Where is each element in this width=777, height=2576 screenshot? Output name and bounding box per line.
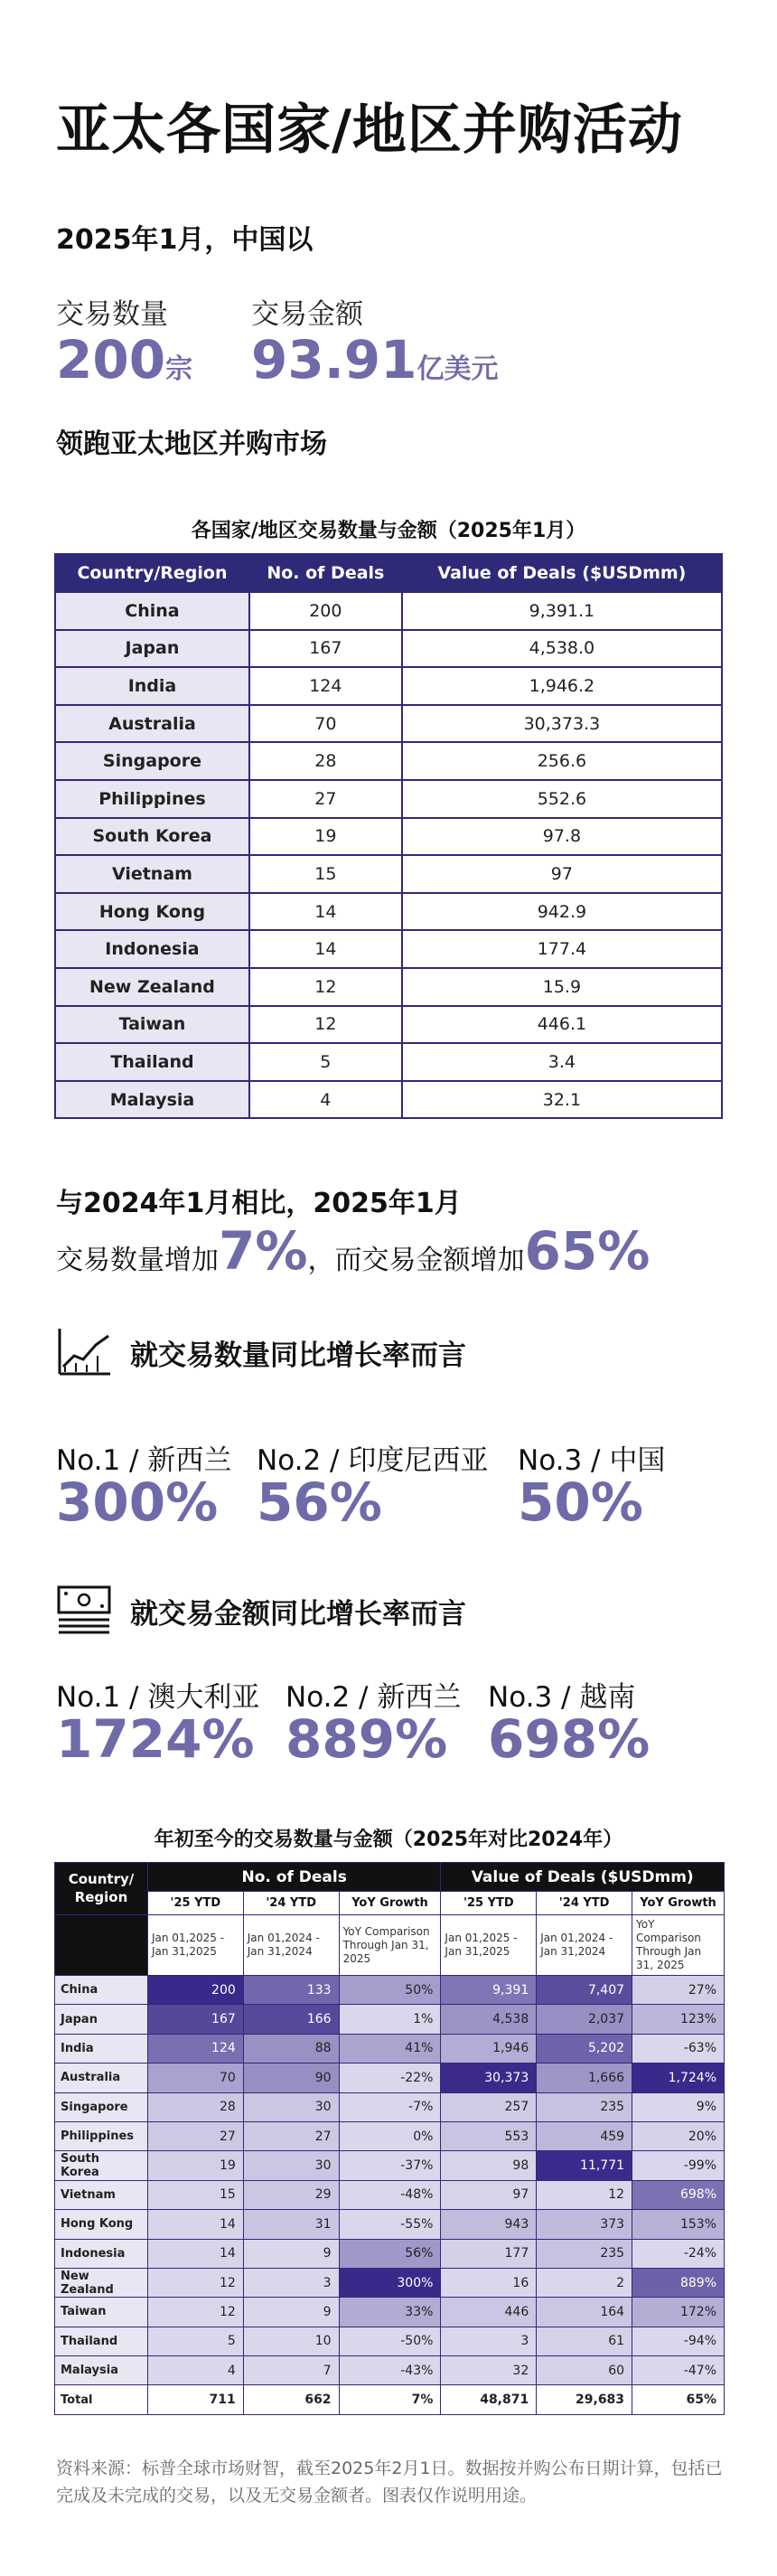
value-cell: 4: [147, 2356, 243, 2385]
value-cell: 30,373.3: [402, 705, 722, 743]
country-cell: Singapore: [55, 2092, 148, 2121]
value-cell: 15: [147, 2180, 243, 2209]
value-cell: 50%: [339, 1976, 441, 2005]
country-cell: India: [55, 667, 249, 705]
value-cell: 15.9: [402, 968, 722, 1006]
value-cell: 56%: [339, 2239, 441, 2268]
country-cell: Philippines: [55, 780, 249, 818]
kpi-value-label: 交易金额: [251, 298, 363, 331]
value-cell: 19: [147, 2151, 243, 2180]
kpi-deals-label: 交易数量: [56, 298, 168, 331]
comparison-value-pct: 65%: [524, 1220, 651, 1282]
value-cell: 14: [147, 2239, 243, 2268]
table-row: [55, 855, 722, 893]
value-cell: 3: [441, 2327, 537, 2355]
table1-header: Value of Deals ($USDmm): [402, 554, 722, 592]
value-cell: 446.1: [402, 1006, 722, 1044]
value-cell: 30: [243, 2092, 339, 2121]
table2-subheader: '25 YTD: [147, 1892, 243, 1915]
country-cell: Vietnam: [55, 855, 249, 893]
country-cell: South Korea: [55, 2151, 148, 2180]
table1-header: Country/Region: [55, 554, 249, 592]
table-row: [55, 893, 722, 931]
deals-rank-value: 300%: [56, 1471, 219, 1533]
table-row: [55, 2298, 725, 2327]
value-cell: -63%: [632, 2034, 725, 2063]
value-cell: 153%: [632, 2210, 725, 2239]
banknote-icon: [56, 1584, 112, 1638]
value-cell: 5: [147, 2327, 243, 2355]
value-cell: 300%: [339, 2268, 441, 2297]
value-cell: 88: [243, 2034, 339, 2063]
value-cell: 70: [147, 2064, 243, 2092]
value-cell: 133: [243, 1976, 339, 2005]
value-cell: 14: [249, 893, 402, 931]
kpi-deals-value: [56, 329, 192, 390]
value-cell: 166: [243, 2005, 339, 2034]
kpi-deals-unit: 宗: [165, 353, 193, 385]
country-cell: India: [55, 2034, 148, 2063]
value-cell: 61: [537, 2327, 632, 2355]
table-row: [55, 2034, 725, 2063]
country-cell: New Zealand: [55, 2268, 148, 2297]
total-cell: 48,871: [441, 2385, 537, 2414]
country-cell: Japan: [55, 2005, 148, 2034]
country-cell: Malaysia: [55, 2356, 148, 2385]
table-row: [55, 2151, 725, 2180]
table-row: [55, 818, 722, 856]
value-rank-label: No.3 / 越南: [488, 1681, 636, 1714]
value-cell: 698%: [632, 2180, 725, 2209]
value-cell: 3: [243, 2268, 339, 2297]
value-cell: -47%: [632, 2356, 725, 2385]
footnote: 资料来源：标普全球市场财智，截至2025年2月1日。数据按并购公布日期计算，包括已完成及未完成的交易，以及无交易金额者。图表仅作说明用途。: [56, 2458, 723, 2506]
value-cell: 552.6: [402, 780, 722, 818]
table-row: [55, 2356, 725, 2385]
value-cell: 446: [441, 2298, 537, 2327]
table2-corner-header: Country/ Region: [55, 1863, 148, 1915]
value-cell: 10: [243, 2327, 339, 2355]
table-row: [55, 2064, 725, 2092]
deals-rank-value: 56%: [257, 1471, 382, 1533]
table-row: [55, 2005, 725, 2034]
value-cell: 41%: [339, 2034, 441, 2063]
value-cell: 5: [249, 1043, 402, 1081]
value-cell: 172%: [632, 2298, 725, 2327]
value-cell: 14: [147, 2210, 243, 2239]
value-cell: 235: [537, 2239, 632, 2268]
table-row: [55, 1976, 725, 2005]
total-cell: 65%: [632, 2385, 725, 2414]
table2-subheader: '24 YTD: [537, 1892, 632, 1915]
total-cell: 662: [243, 2385, 339, 2414]
value-cell: 177.4: [402, 930, 722, 968]
table-row: [55, 2210, 725, 2239]
value-cell: 1%: [339, 2005, 441, 2034]
table-row: [55, 2239, 725, 2268]
value-cell: -7%: [339, 2092, 441, 2121]
value-cell: 0%: [339, 2121, 441, 2150]
value-cell: -94%: [632, 2327, 725, 2355]
total-cell: 29,683: [537, 2385, 632, 2414]
value-cell: 12: [249, 1006, 402, 1044]
country-cell: Philippines: [55, 2121, 148, 2150]
deals-growth-heading: [56, 1325, 466, 1379]
total-cell: 711: [147, 2385, 243, 2414]
value-cell: 124: [147, 2034, 243, 2063]
value-cell: 97.8: [402, 818, 722, 856]
ytd-comparison-table: [54, 1862, 725, 2415]
country-cell: New Zealand: [55, 968, 249, 1006]
value-cell: 12: [537, 2180, 632, 2209]
country-cell: Vietnam: [55, 2180, 148, 2209]
value-cell: 32: [441, 2356, 537, 2385]
value-cell: 12: [147, 2298, 243, 2327]
value-cell: -50%: [339, 2327, 441, 2355]
table-row: [55, 1006, 722, 1044]
value-cell: 30,373: [441, 2064, 537, 2092]
table-row: [55, 780, 722, 818]
table2-date-note: Jan 01,2025 - Jan 31,2025: [147, 1915, 243, 1976]
value-cell: -48%: [339, 2180, 441, 2209]
country-cell: Taiwan: [55, 1006, 249, 1044]
country-cell: Thailand: [55, 1043, 249, 1081]
table2-group-deals: No. of Deals: [147, 1863, 440, 1892]
table-row: [55, 667, 722, 705]
value-rank-value: 889%: [286, 1708, 448, 1770]
lead-text: 领跑亚太地区并购市场: [56, 428, 327, 460]
value-rank-label: No.2 / 新西兰: [286, 1681, 462, 1714]
value-cell: 942.9: [402, 893, 722, 931]
value-cell: 97: [441, 2180, 537, 2209]
value-cell: 256.6: [402, 742, 722, 780]
table-row: [55, 2121, 725, 2150]
table2-date-note: Jan 01,2024 - Jan 31,2024: [243, 1915, 339, 1976]
value-cell: 167: [249, 630, 402, 668]
value-cell: 167: [147, 2005, 243, 2034]
value-cell: 1,946: [441, 2034, 537, 2063]
deals-rank-label: No.2 / 印度尼西亚: [257, 1444, 489, 1477]
value-cell: 459: [537, 2121, 632, 2150]
country-deals-table: [54, 553, 723, 1119]
country-cell: China: [55, 592, 249, 630]
intro-text: 2025年1月，中国以: [56, 224, 314, 256]
value-cell: 164: [537, 2298, 632, 2327]
value-cell: 2: [537, 2268, 632, 2297]
value-cell: 124: [249, 667, 402, 705]
value-cell: 31: [243, 2210, 339, 2239]
line-chart-icon: [56, 1325, 112, 1379]
table2-subheader: YoY Growth: [632, 1892, 725, 1915]
table2-subheader: YoY Growth: [339, 1892, 441, 1915]
value-cell: 4,538: [441, 2005, 537, 2034]
value-cell: -43%: [339, 2356, 441, 2385]
value-growth-heading: [56, 1584, 466, 1638]
value-cell: 33%: [339, 2298, 441, 2327]
value-cell: 60: [537, 2356, 632, 2385]
value-cell: 1,724%: [632, 2064, 725, 2092]
table2-date-note: YoY Comparison Through Jan 31, 2025: [632, 1915, 725, 1976]
table-row: [55, 705, 722, 743]
value-cell: 27%: [632, 1976, 725, 2005]
comparison-deals-pct: 7%: [219, 1220, 308, 1282]
value-cell: 4,538.0: [402, 630, 722, 668]
table2-corner-spacer: [55, 1915, 148, 1976]
comparison-value-text: ，而交易金额增加: [307, 1245, 525, 1276]
country-cell: Malaysia: [55, 1081, 249, 1119]
value-cell: -99%: [632, 2151, 725, 2180]
value-cell: 90: [243, 2064, 339, 2092]
value-cell: 235: [537, 2092, 632, 2121]
country-cell: China: [55, 1976, 148, 2005]
value-cell: 27: [249, 780, 402, 818]
total-label: Total: [55, 2385, 148, 2414]
value-cell: 5,202: [537, 2034, 632, 2063]
value-cell: 70: [249, 705, 402, 743]
value-cell: 98: [441, 2151, 537, 2180]
value-cell: 28: [147, 2092, 243, 2121]
table2-group-value: Value of Deals ($USDmm): [441, 1863, 725, 1892]
value-cell: 123%: [632, 2005, 725, 2034]
value-cell: 9,391.1: [402, 592, 722, 630]
value-rank-value: 1724%: [56, 1708, 255, 1770]
value-cell: 177: [441, 2239, 537, 2268]
table-row: [55, 930, 722, 968]
value-cell: 257: [441, 2092, 537, 2121]
comparison-deals-text: 交易数量增加: [56, 1245, 219, 1276]
value-cell: 12: [249, 968, 402, 1006]
kpi-value-unit: 亿美元: [417, 353, 499, 385]
table-row: [55, 742, 722, 780]
table-row: [55, 2180, 725, 2209]
table1-title: 各国家/地区交易数量与金额（2025年1月）: [191, 520, 586, 542]
value-cell: 27: [147, 2121, 243, 2150]
table2-subheader: '25 YTD: [441, 1892, 537, 1915]
country-cell: Australia: [55, 705, 249, 743]
table2-title: 年初至今的交易数量与金额（2025年对比2024年）: [154, 1829, 623, 1851]
table-row: [55, 968, 722, 1006]
comparison-line: [56, 1220, 650, 1282]
value-cell: 20%: [632, 2121, 725, 2150]
table-row: [55, 630, 722, 668]
value-cell: 28: [249, 742, 402, 780]
value-cell: -55%: [339, 2210, 441, 2239]
value-rank-value: 698%: [488, 1708, 651, 1770]
value-cell: 29: [243, 2180, 339, 2209]
comparison-heading: 与2024年1月相比，2025年1月: [56, 1188, 462, 1219]
value-cell: 1,946.2: [402, 667, 722, 705]
value-cell: 11,771: [537, 2151, 632, 2180]
value-cell: -24%: [632, 2239, 725, 2268]
country-cell: Thailand: [55, 2327, 148, 2355]
value-cell: 943: [441, 2210, 537, 2239]
country-cell: Hong Kong: [55, 893, 249, 931]
country-cell: Indonesia: [55, 930, 249, 968]
page-title: 亚太各国家/地区并购活动: [56, 99, 683, 162]
value-cell: 3.4: [402, 1043, 722, 1081]
table-row: [55, 2092, 725, 2121]
deals-rank-value: 50%: [518, 1471, 643, 1533]
value-cell: 373: [537, 2210, 632, 2239]
country-cell: Australia: [55, 2064, 148, 2092]
value-cell: 889%: [632, 2268, 725, 2297]
value-growth-title: 就交易金额同比增长率而言: [130, 1597, 466, 1631]
value-cell: 9%: [632, 2092, 725, 2121]
country-cell: Taiwan: [55, 2298, 148, 2327]
value-cell: 97: [402, 855, 722, 893]
deals-rank-label: No.1 / 新西兰: [56, 1444, 232, 1477]
table2-date-note: YoY Comparison Through Jan 31, 2025: [339, 1915, 441, 1976]
value-cell: 4: [249, 1081, 402, 1119]
value-cell: 7,407: [537, 1976, 632, 2005]
value-cell: 553: [441, 2121, 537, 2150]
value-cell: -37%: [339, 2151, 441, 2180]
kpi-value-number: 93.91: [251, 329, 417, 390]
country-cell: South Korea: [55, 818, 249, 856]
table-row: [55, 592, 722, 630]
total-cell: 7%: [339, 2385, 441, 2414]
total-row: [55, 2385, 725, 2414]
value-cell: 9,391: [441, 1976, 537, 2005]
value-cell: 9: [243, 2298, 339, 2327]
table2-date-note: Jan 01,2025 - Jan 31,2025: [441, 1915, 537, 1976]
value-cell: 200: [147, 1976, 243, 2005]
value-cell: 12: [147, 2268, 243, 2297]
value-cell: -22%: [339, 2064, 441, 2092]
table-row: [55, 1043, 722, 1081]
deals-growth-title: 就交易数量同比增长率而言: [130, 1339, 466, 1372]
table-row: [55, 1081, 722, 1119]
value-cell: 15: [249, 855, 402, 893]
country-cell: Hong Kong: [55, 2210, 148, 2239]
value-cell: 30: [243, 2151, 339, 2180]
value-cell: 19: [249, 818, 402, 856]
value-cell: 27: [243, 2121, 339, 2150]
country-cell: Indonesia: [55, 2239, 148, 2268]
value-cell: 2,037: [537, 2005, 632, 2034]
value-cell: 1,666: [537, 2064, 632, 2092]
country-cell: Japan: [55, 630, 249, 668]
value-cell: 14: [249, 930, 402, 968]
table2-subheader: '24 YTD: [243, 1892, 339, 1915]
table2-date-note: Jan 01,2024 - Jan 31,2024: [537, 1915, 632, 1976]
deals-rank-label: No.3 / 中国: [518, 1444, 666, 1477]
value-cell: 200: [249, 592, 402, 630]
table1-header: No. of Deals: [249, 554, 402, 592]
value-cell: 7: [243, 2356, 339, 2385]
value-rank-label: No.1 / 澳大利亚: [56, 1681, 260, 1714]
kpi-deals-number: 200: [56, 329, 166, 390]
table-row: [55, 2327, 725, 2355]
value-cell: 9: [243, 2239, 339, 2268]
table-row: [55, 2268, 725, 2297]
country-cell: Singapore: [55, 742, 249, 780]
kpi-value-value: [251, 329, 498, 390]
value-cell: 32.1: [402, 1081, 722, 1119]
value-cell: 16: [441, 2268, 537, 2297]
